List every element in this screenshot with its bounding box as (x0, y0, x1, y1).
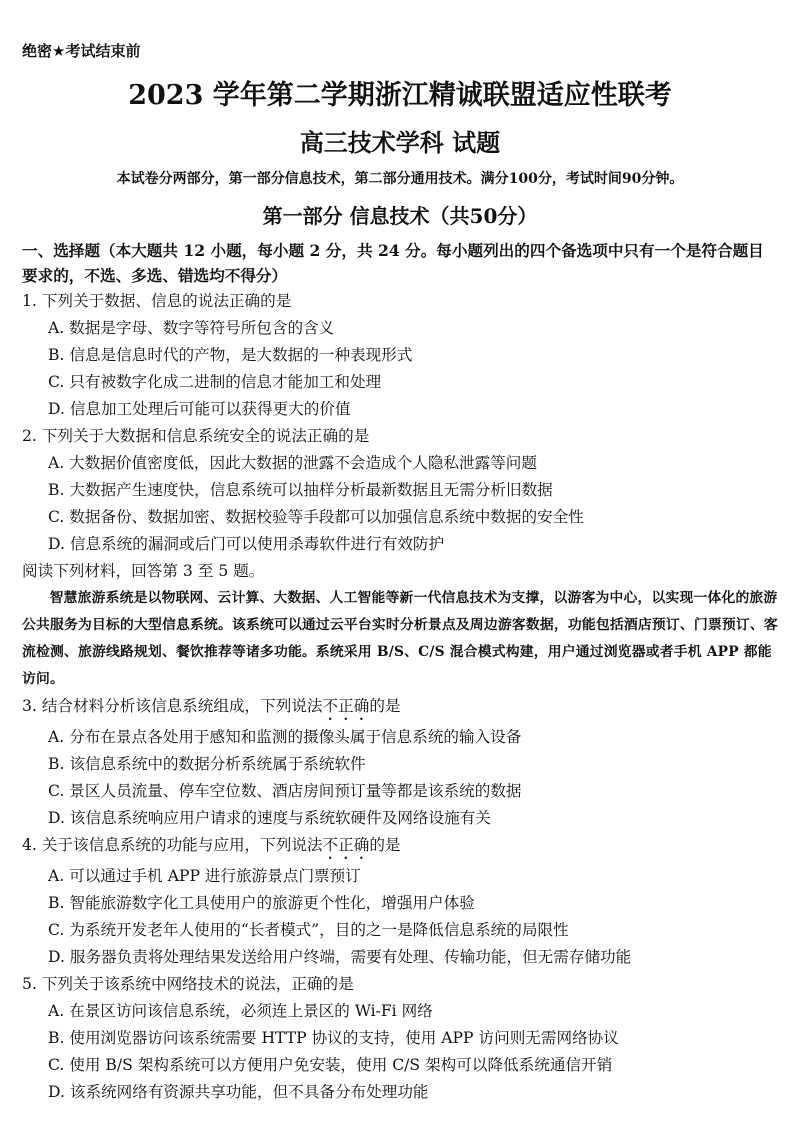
option-d: D. 该信息系统响应用户请求的速度与系统软硬件及网络设施有关 (48, 809, 491, 827)
option-d: D. 信息系统的漏洞或后门可以使用杀毒软件进行有效防护 (48, 535, 445, 553)
question-2 (22, 423, 778, 558)
option-a: A. 在景区访问该信息系统，必须连上景区的 Wi-Fi 网络 (48, 1002, 433, 1020)
question-3 (22, 693, 778, 832)
option-b: B. 智能旅游数字化工具使用户的旅游更个性化，增强用户体验 (48, 894, 475, 912)
question-1 (22, 288, 778, 423)
option-a: A. 分布在景点各处用于感知和监测的摄像头属于信息系统的输入设备 (48, 728, 522, 746)
stem-after: 的是 (369, 697, 401, 715)
option-a: A. 大数据价值密度低，因此大数据的泄露不会造成个人隐私泄露等问题 (48, 454, 537, 472)
option-b: B. 信息是信息时代的产物，是大数据的一种表现形式 (48, 346, 413, 364)
section-choice-heading: 一、选择题（本大题共 12 小题，每小题 2 分，共 24 分。每小题列出的四个备选项中只有一个是符合题目要求的，不选、多选、错选均不得分） (22, 241, 764, 285)
question-stem: 5. 下列关于该系统中网络技术的说法，正确的是 (22, 975, 354, 993)
exam-intro: 本试卷分两部分，第一部分信息技术，第二部分通用技术。满分100分，考试时间90分钟。 (116, 171, 684, 187)
reading-material: 智慧旅游系统是以物联网、云计算、大数据、人工智能等新一代信息技术为支撑，以游客为中心，以实现一体化的旅游公共服务为目标的大型信息系统。该系统可以通过云平台实时分析景点及周边游客数据，功能包括酒店预订、门票预订、客流检测、旅游线路规划、餐饮推荐等诸多功能。系统采用 B/S、C/S 混合模式构建，用户通过浏览器或者手机 APP 都能访问。 (22, 590, 778, 687)
option-b: B. 大数据产生速度快，信息系统可以抽样分析最新数据且无需分析旧数据 (48, 481, 553, 499)
option-a: A. 可以通过手机 APP 进行旅游景点门票预订 (48, 867, 361, 885)
question-stem (22, 832, 778, 863)
question-stem: 2. 下列关于大数据和信息系统安全的说法正确的是 (22, 427, 370, 445)
stem-before: 4. 关于该信息系统的功能与应用，下列说法 (22, 836, 323, 854)
stem-emphasis: 不正确 (322, 836, 370, 854)
stem-before: 3. 结合材料分析该信息系统组成，下列说法 (22, 697, 323, 715)
option-c: C. 只有被数字化成二进制的信息才能加工和处理 (48, 373, 382, 391)
question-stem: 1. 下列关于数据、信息的说法正确的是 (22, 292, 292, 310)
option-d: D. 该系统网络有资源共享功能，但不具备分布处理功能 (48, 1083, 429, 1101)
option-a: A. 数据是字母、数字等符号所包含的含义 (48, 319, 335, 337)
confidential-label: 绝密★考试结束前 (22, 42, 141, 60)
exam-title: 2023 学年第二学期浙江精诚联盟适应性联考 (128, 80, 672, 111)
option-c: C. 使用 B/S 架构系统可以方便用户免安装，使用 C/S 架构可以降低系统通信开销 (48, 1056, 613, 1074)
question-4 (22, 832, 778, 971)
question-5 (22, 971, 778, 1106)
option-d: D. 信息加工处理后可能可以获得更大的价值 (48, 400, 351, 418)
option-d: D. 服务器负责将处理结果发送给用户终端，需要有处理、传输功能，但无需存储功能 (48, 948, 632, 966)
option-c: C. 数据备份、数据加密、数据校验等手段都可以加强信息系统中数据的安全性 (48, 508, 584, 526)
reading-instruction: 阅读下列材料，回答第 3 至 5 题。 (22, 562, 265, 580)
stem-emphasis: 不正确 (322, 697, 370, 715)
stem-after: 的是 (369, 836, 401, 854)
option-b: B. 该信息系统中的数据分析系统属于系统软件 (48, 755, 366, 773)
subject-title: 高三技术学科 试题 (299, 128, 501, 157)
question-stem (22, 693, 778, 724)
option-c: C. 为系统开发老年人使用的“长者模式”，目的之一是降低信息系统的局限性 (48, 921, 569, 939)
option-c: C. 景区人员流量、停车空位数、酒店房间预订量等都是该系统的数据 (48, 782, 522, 800)
option-b: B. 使用浏览器访问该系统需要 HTTP 协议的支持，使用 APP 访问则无需网络协议 (48, 1029, 619, 1047)
part-one-title: 第一部分 信息技术（共50分） (262, 204, 538, 228)
